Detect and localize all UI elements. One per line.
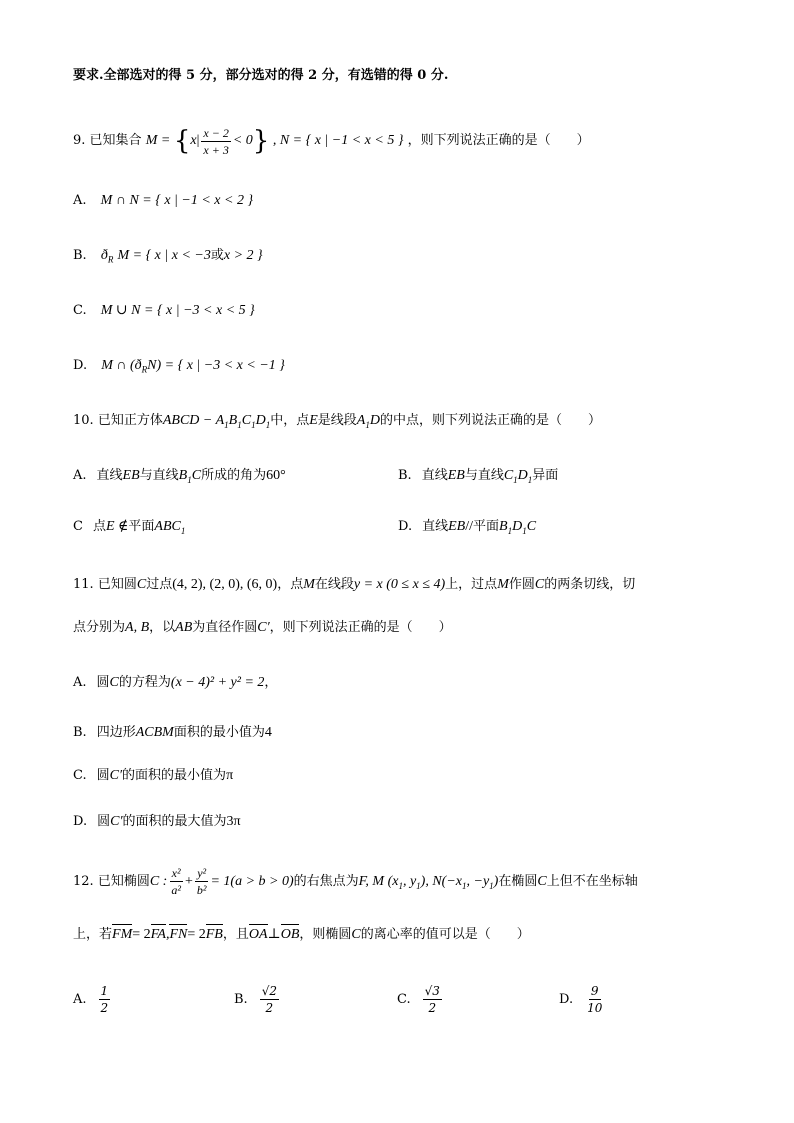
- option-math: M = { x | x < −3: [117, 248, 211, 263]
- option-label: C.: [73, 303, 87, 318]
- question-11-cont: 点分别为A, B，以AB为直径作圆C′，则下列说法正确的是（ ）: [73, 620, 452, 635]
- option-math: M ∪ N = { x | −3 < x < 5 }: [100, 303, 255, 318]
- option-label: C.: [73, 768, 87, 783]
- question-text: 已知正方体: [97, 413, 163, 428]
- option-text: 或: [210, 248, 224, 263]
- question-text: 中，点: [270, 413, 310, 428]
- complement-symbol: ð: [100, 248, 108, 263]
- cube-name: ABCD − $A_1B_1C_1D_1$: [162, 413, 271, 430]
- option-label: A.: [73, 992, 87, 1007]
- ellipse-equation: C : $\frac{\text{x²}}{\text{a²}}$ + $\frac{\text{y²}}{\text{b²}}$ = 1(a > b > 0): [149, 866, 294, 898]
- option-label: D.: [73, 814, 88, 829]
- question-text-suffix: 的中点，则下列说法正确的是（ ）: [379, 413, 601, 428]
- question-9: [73, 123, 590, 159]
- point-e: E: [309, 413, 318, 428]
- option-label: B.: [234, 992, 248, 1007]
- q11-option-d[interactable]: D. 圆C′的面积的最大值为3π: [73, 812, 241, 832]
- q11-option-a[interactable]: A. 圆C的方程为(x − 4)² + y² = 2，: [73, 673, 277, 693]
- question-text: 是线段: [317, 413, 357, 428]
- option-label: B.: [73, 248, 87, 263]
- q12-option-c[interactable]: C. $\frac{√3}{2}$: [397, 980, 444, 1020]
- option-label: B.: [398, 468, 412, 483]
- question-10: [73, 411, 601, 435]
- q10-option-a[interactable]: A. 直线EB与直线$B_1C$所成的角为60°: [73, 468, 286, 485]
- option-label: A.: [73, 193, 87, 208]
- circle-points: (4, 2), (2, 0), (6, 0): [172, 577, 278, 592]
- angle-value: 60°: [266, 468, 286, 483]
- question-11: 11. 已知圆C过点(4, 2), (2, 0), (6, 0)，点M在线段y = x (0 ≤ x ≤ 4)上，过点M作圆C的两条切线，切: [73, 577, 636, 592]
- question-12: 12. 已知椭圆C : $\frac{\text{x²}}{\text{a²}}$ + $\frac{\text{y²}}{\text{b²}}$ = 1(a > b > 0)的右焦点为F, M ($x_1$, $y_1$), $N(-x_1$, $-y_1$)在椭圆C上但不在坐标轴: [73, 866, 638, 898]
- set-m-denominator: x + 3: [203, 142, 229, 157]
- option-label: A.: [73, 675, 87, 690]
- section-instruction: 要求.全部选对的得 5 分，部分选对的得 2 分，有选错的得 0 分.: [73, 68, 449, 83]
- q12-option-d[interactable]: D. $\frac{9}{10}$: [559, 980, 606, 1020]
- option-label: B.: [73, 725, 87, 740]
- set-m-lhs: M =: [145, 133, 171, 149]
- question-number: 9.: [73, 133, 86, 149]
- q11-option-c[interactable]: C. 圆C′的面积的最小值为π: [73, 766, 233, 786]
- question-12-cont: 上，若FM= 2FA,FN= 2FB，且OA⊥OB，则椭圆C的离心率的值可以是（ ）: [73, 924, 530, 945]
- question-number: 10.: [73, 413, 94, 428]
- points-fmn: F, M ($x_1$, $y_1$), $N(-x_1$, $-y_1$): [358, 874, 499, 891]
- q9-option-a[interactable]: [73, 191, 253, 211]
- circle-equation: (x − 4)² + y² = 2: [170, 675, 265, 690]
- question-number: 12.: [73, 874, 94, 889]
- option-math-end: x > 2 }: [223, 248, 263, 263]
- complement-subscript: R: [107, 254, 114, 265]
- option-label: D.: [73, 358, 88, 373]
- option-math-end: N) = { x | −3 < x < −1 }: [147, 358, 285, 373]
- q12-option-b[interactable]: B. $\frac{√2}{2}$: [234, 980, 281, 1020]
- option-label: C: [73, 519, 83, 534]
- question-text-suffix: ，则下列说法正确的是（ ）: [407, 133, 590, 149]
- q9-option-c[interactable]: [73, 301, 255, 321]
- set-m-relation: < 0: [232, 133, 253, 149]
- option-label: D.: [398, 519, 413, 534]
- q9-option-b[interactable]: [73, 246, 263, 270]
- complement-subscript: R: [141, 364, 148, 375]
- set-n: , N = { x | −1 < x < 5 }: [272, 133, 404, 149]
- q10-option-c[interactable]: C 点E ∉平面$ABC_1$: [73, 519, 186, 536]
- option-label: D.: [559, 992, 574, 1007]
- set-m: M = {x| $\frac{x - 2}{x + 3}$ < 0}: [145, 125, 270, 157]
- q10-option-b[interactable]: B. 直线EB与直线$C_1D_1$异面: [398, 468, 559, 485]
- set-m-var: x: [190, 133, 197, 149]
- set-m-numerator: x − 2: [203, 125, 229, 140]
- question-text: 已知集合: [89, 133, 142, 149]
- q11-option-b[interactable]: B. 四边形ACBM面积的最小值为4: [73, 723, 272, 743]
- vector-condition: FM= 2FA,FN= 2FB: [112, 927, 223, 942]
- segment-a1d: $A_1D$: [356, 413, 380, 430]
- q10-option-d[interactable]: D. 直线EB//平面$B_1D_1C$: [398, 519, 537, 536]
- option-label: A.: [73, 468, 87, 483]
- q12-option-a[interactable]: A. $\frac{1}{2}$: [73, 980, 112, 1020]
- q9-option-d[interactable]: [73, 356, 285, 380]
- question-number: 11.: [73, 577, 94, 592]
- option-math: M ∩ N = { x | −1 < x < 2 }: [100, 193, 254, 208]
- option-math: M ∩ (ð: [101, 358, 142, 373]
- option-label: C.: [397, 992, 411, 1007]
- segment-equation: y = x (0 ≤ x ≤ 4): [353, 577, 446, 592]
